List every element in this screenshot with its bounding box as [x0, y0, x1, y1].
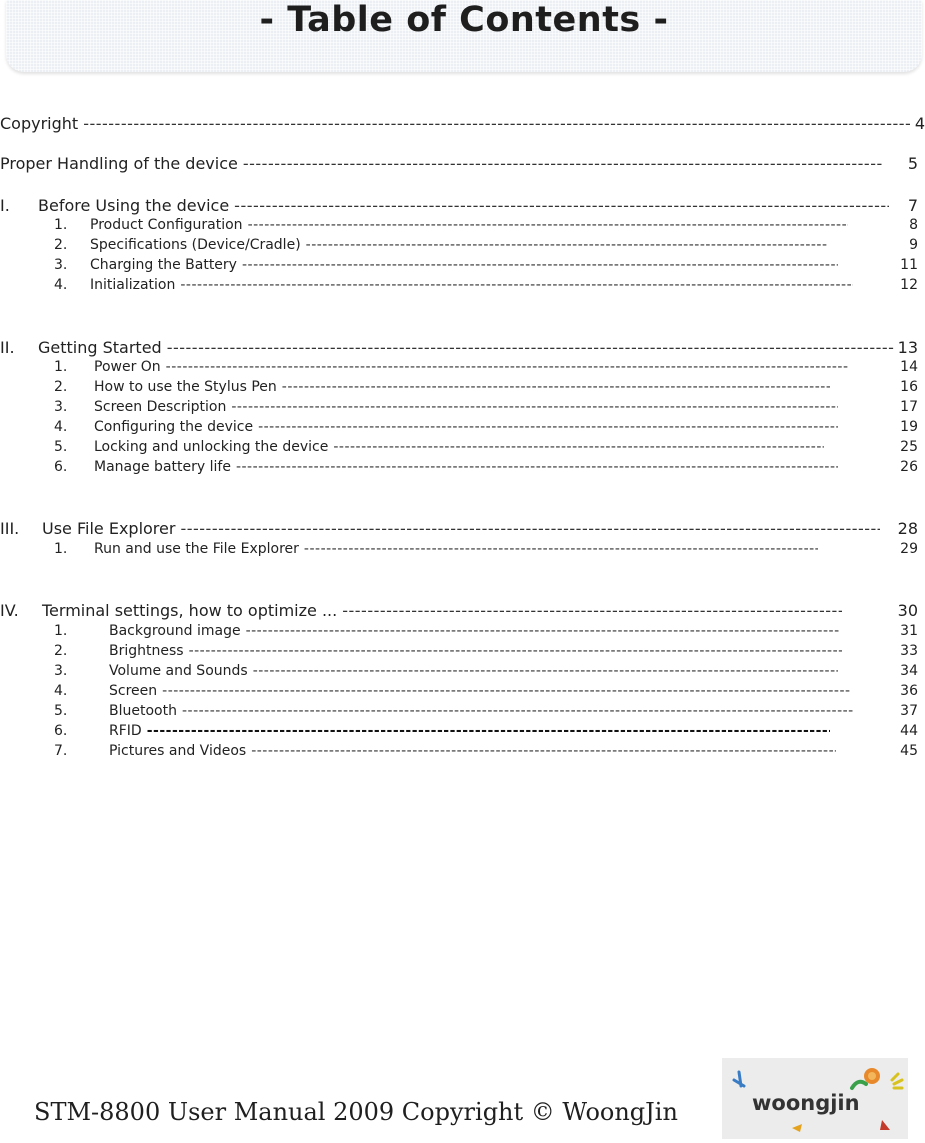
header-banner — [6, 0, 922, 72]
dot-leader — [236, 459, 838, 475]
dot-leader — [258, 419, 838, 435]
dot-leader — [333, 439, 824, 455]
subentry-number: 1. — [54, 359, 68, 375]
dot-leader — [243, 154, 883, 173]
subentry-number: 1. — [54, 623, 68, 639]
dot-leader — [253, 663, 838, 679]
subentry-title: Manage battery life — [94, 459, 231, 475]
subentry-title: RFID — [109, 723, 142, 739]
dot-leader — [282, 379, 830, 395]
subentry-title: Pictures and Videos — [109, 743, 247, 759]
footer-text: STM-8800 User Manual 2009 Copyright © WoongJin — [34, 1098, 678, 1126]
subentry-page: 25 — [900, 439, 918, 455]
toc-section-1[interactable] — [0, 196, 918, 215]
subentry-title: Configuring the device — [94, 419, 254, 435]
subentry-page: 16 — [900, 379, 918, 395]
subentry-title: Background image — [109, 623, 241, 639]
dot-leader — [147, 723, 830, 739]
subentry-title: Power On — [94, 359, 161, 375]
subentry-title: Product Configuration — [90, 217, 243, 233]
subentry-number: 1. — [54, 217, 68, 233]
subentry-number: 2. — [54, 379, 68, 395]
toc-subentry[interactable] — [54, 743, 918, 759]
section-title: Use File Explorer — [42, 519, 176, 538]
toc-subentry[interactable] — [54, 623, 918, 639]
toc-subentry[interactable] — [54, 683, 918, 699]
subentry-page: 8 — [909, 217, 918, 233]
subentry-title: Screen — [109, 683, 158, 699]
dot-leader — [182, 703, 854, 719]
subentry-number: 3. — [54, 399, 68, 415]
subentry-title: Brightness — [109, 643, 184, 659]
toc-subentry[interactable] — [54, 237, 918, 253]
toc-subentry[interactable] — [54, 541, 918, 557]
toc-entry-page: 4 — [914, 114, 925, 133]
subentry-page: 26 — [900, 459, 918, 475]
dot-leader — [306, 237, 828, 253]
section-title: Before Using the device — [38, 196, 230, 215]
dot-leader — [180, 277, 853, 293]
subentry-title: Locking and unlocking the device — [94, 439, 329, 455]
dot-leader — [304, 541, 818, 557]
section-number: I. — [0, 196, 10, 215]
dot-leader — [251, 743, 836, 759]
dot-leader — [167, 338, 895, 357]
toc-subentry[interactable] — [54, 643, 918, 659]
woongjin-logo — [722, 1058, 908, 1139]
subentry-number: 4. — [54, 419, 68, 435]
subentry-title: Bluetooth — [109, 703, 177, 719]
toc-entry-handling[interactable] — [0, 154, 918, 173]
subentry-number: 3. — [54, 663, 68, 679]
subentry-number: 2. — [54, 643, 68, 659]
toc-entry-title: Copyright — [0, 114, 79, 133]
dot-leader — [83, 114, 910, 133]
toc-section-2[interactable] — [0, 338, 918, 357]
dot-leader — [234, 196, 889, 215]
toc-subentry[interactable] — [54, 217, 918, 233]
subentry-page: 14 — [900, 359, 918, 375]
subentry-number: 5. — [54, 439, 68, 455]
subentry-number: 2. — [54, 237, 68, 253]
section-number: III. — [0, 519, 20, 538]
subentry-title: How to use the Stylus Pen — [94, 379, 277, 395]
dot-leader — [189, 643, 842, 659]
logo-graphics-icon — [722, 1058, 908, 1139]
toc-subentry[interactable] — [54, 257, 918, 273]
subentry-page: 19 — [900, 419, 918, 435]
subentry-title: Specifications (Device/Cradle) — [90, 237, 301, 253]
toc-section-3[interactable] — [0, 519, 918, 538]
dot-leader — [246, 623, 840, 639]
toc-subentry[interactable] — [54, 277, 918, 293]
section-number: II. — [0, 338, 15, 357]
subentry-number: 4. — [54, 277, 68, 293]
section-title: Getting Started — [38, 338, 162, 357]
logo-wordmark: woongjin — [752, 1091, 860, 1115]
dot-leader — [231, 399, 838, 415]
subentry-title: Volume and Sounds — [109, 663, 248, 679]
toc-entry-page: 5 — [907, 154, 918, 173]
subentry-number: 6. — [54, 723, 68, 739]
subentry-page: 45 — [900, 743, 918, 759]
subentry-number: 6. — [54, 459, 68, 475]
dot-leader — [162, 683, 850, 699]
subentry-number: 5. — [54, 703, 68, 719]
dot-leader — [242, 257, 838, 273]
subentry-page: 34 — [900, 663, 918, 679]
subentry-page: 31 — [900, 623, 918, 639]
subentry-page: 44 — [900, 723, 918, 739]
toc-subentry[interactable] — [54, 419, 918, 435]
section-title: Terminal settings, how to optimize ... — [42, 601, 338, 620]
subentry-title: Initialization — [90, 277, 176, 293]
section-page: 30 — [897, 601, 918, 620]
subentry-page: 33 — [900, 643, 918, 659]
toc-subentry[interactable] — [54, 399, 918, 415]
toc-entry-copyright[interactable] — [0, 114, 925, 133]
subentry-page: 29 — [900, 541, 918, 557]
section-page: 13 — [897, 338, 918, 357]
dot-leader — [166, 359, 848, 375]
subentry-page: 12 — [900, 277, 918, 293]
subentry-title: Screen Description — [94, 399, 227, 415]
toc-subentry[interactable] — [54, 439, 918, 455]
dot-leader — [180, 519, 880, 538]
subentry-number: 3. — [54, 257, 68, 273]
subentry-title: Run and use the File Explorer — [94, 541, 299, 557]
toc-section-4[interactable] — [0, 601, 918, 620]
subentry-page: 36 — [900, 683, 918, 699]
section-number: IV. — [0, 601, 19, 620]
toc-entry-title: Proper Handling of the device — [0, 154, 238, 173]
toc-subentry[interactable] — [54, 723, 918, 739]
subentry-page: 17 — [900, 399, 918, 415]
subentry-number: 1. — [54, 541, 68, 557]
toc-subentry[interactable] — [54, 359, 918, 375]
subentry-number: 7. — [54, 743, 68, 759]
toc-subentry[interactable] — [54, 663, 918, 679]
subentry-title: Charging the Battery — [90, 257, 237, 273]
dot-leader — [248, 217, 848, 233]
toc-subentry[interactable] — [54, 703, 918, 719]
subentry-page: 11 — [900, 257, 918, 273]
section-page: 7 — [907, 196, 918, 215]
toc-subentry[interactable] — [54, 379, 918, 395]
subentry-page: 9 — [909, 237, 918, 253]
section-page: 28 — [897, 519, 918, 538]
dot-leader — [342, 601, 842, 620]
subentry-page: 37 — [900, 703, 918, 719]
page-title: - Table of Contents - — [259, 0, 669, 40]
subentry-number: 4. — [54, 683, 68, 699]
toc-subentry[interactable] — [54, 459, 918, 475]
